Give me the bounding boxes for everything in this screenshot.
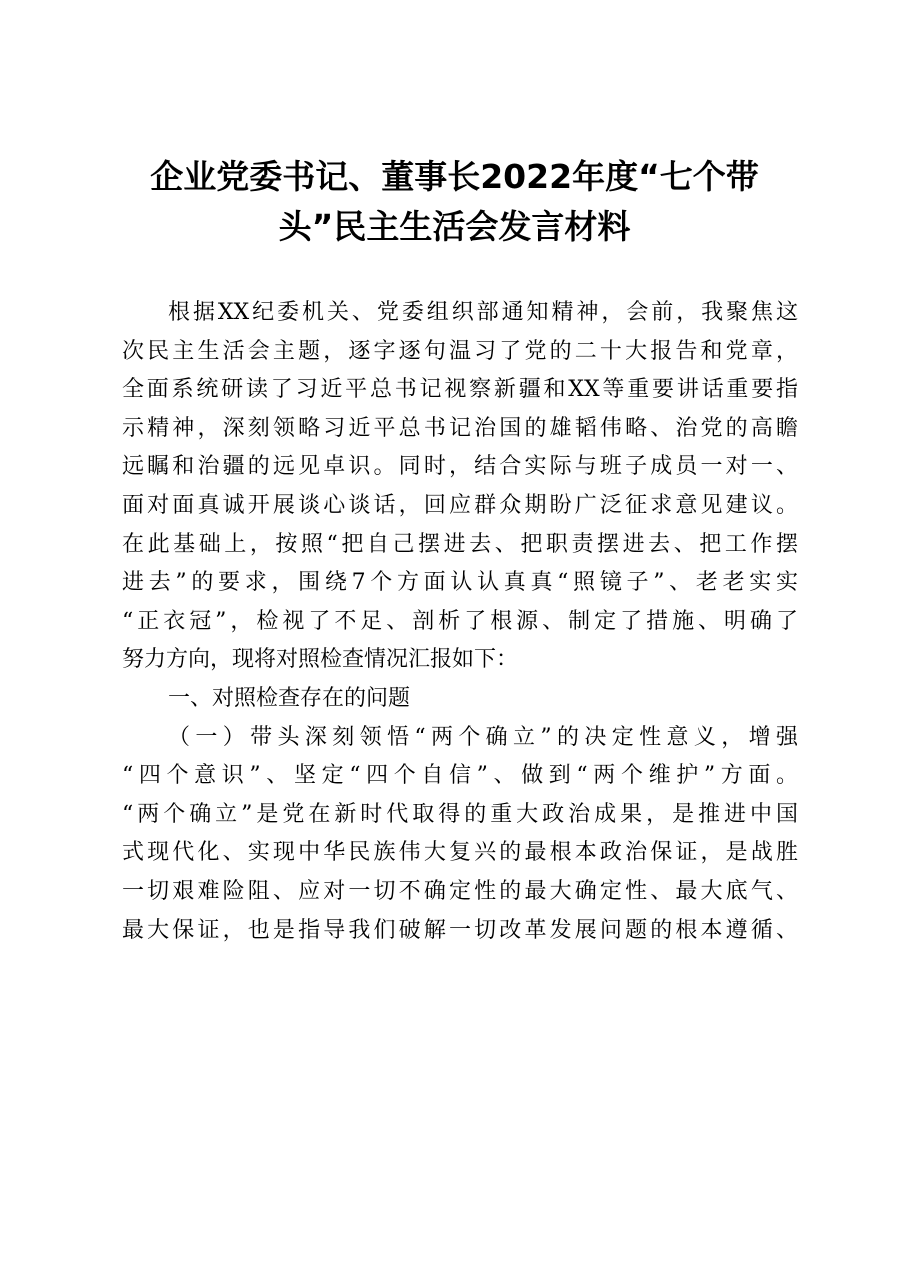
document-body	[122, 294, 798, 950]
paragraph-2-line: 一切艰难险阻、应对一切不确定性的最大确定性、最大底气、	[122, 878, 798, 904]
paragraph-1-line: 努力方向，现将对照检查情况汇报如下：	[122, 647, 519, 673]
document-title	[100, 152, 809, 252]
title-line-1: 企业党委书记、董事长2022年度“七个带	[150, 157, 759, 196]
paragraph-2-line: （一）带头深刻领悟“两个确立”的决定性意义，增强	[168, 724, 798, 750]
paragraph-1-line: 在此基础上，按照“把自己摆进去、把职责摆进去、把工作摆	[122, 531, 798, 557]
paragraph-1-line: 全面系统研读了习近平总书记视察新疆和XX等重要讲话重要指	[122, 377, 798, 403]
paragraph-2-line: 最大保证，也是指导我们破解一切改革发展问题的根本遵循、	[122, 917, 798, 943]
paragraph-1-line: 进去”的要求，围绕7个方面认认真真“照镜子”、老老实实	[122, 570, 798, 596]
paragraph-2-line: “四个意识”、坚定“四个自信”、做到“两个维护”方面。	[122, 763, 798, 789]
paragraph-2-line: “两个确立”是党在新时代取得的重大政治成果，是推进中国	[122, 801, 798, 827]
paragraph-1-line: 面对面真诚开展谈心谈话，回应群众期盼广泛征求意见建议。	[122, 492, 798, 518]
paragraph-1-line: 根据XX纪委机关、党委组织部通知精神，会前，我聚焦这	[168, 300, 798, 325]
paragraph-1-line: 示精神，深刻领略习近平总书记治国的雄韬伟略、治党的高瞻	[122, 415, 798, 441]
paragraph-1-line: “正衣冠”，检视了不足、剖析了根源、制定了措施、明确了	[122, 608, 798, 634]
paragraph-1-line: 次民主生活会主题，逐字逐句温习了党的二十大报告和党章，	[122, 338, 798, 364]
paragraph-1-line: 远瞩和治疆的远见卓识。同时，结合实际与班子成员一对一、	[122, 454, 798, 480]
title-line-2: 头”民主生活会发言材料	[278, 207, 631, 246]
section-heading: 一、对照检查存在的问题	[168, 685, 411, 711]
paragraph-2-line: 式现代化、实现中华民族伟大复兴的最根本政治保证，是战胜	[122, 840, 798, 866]
